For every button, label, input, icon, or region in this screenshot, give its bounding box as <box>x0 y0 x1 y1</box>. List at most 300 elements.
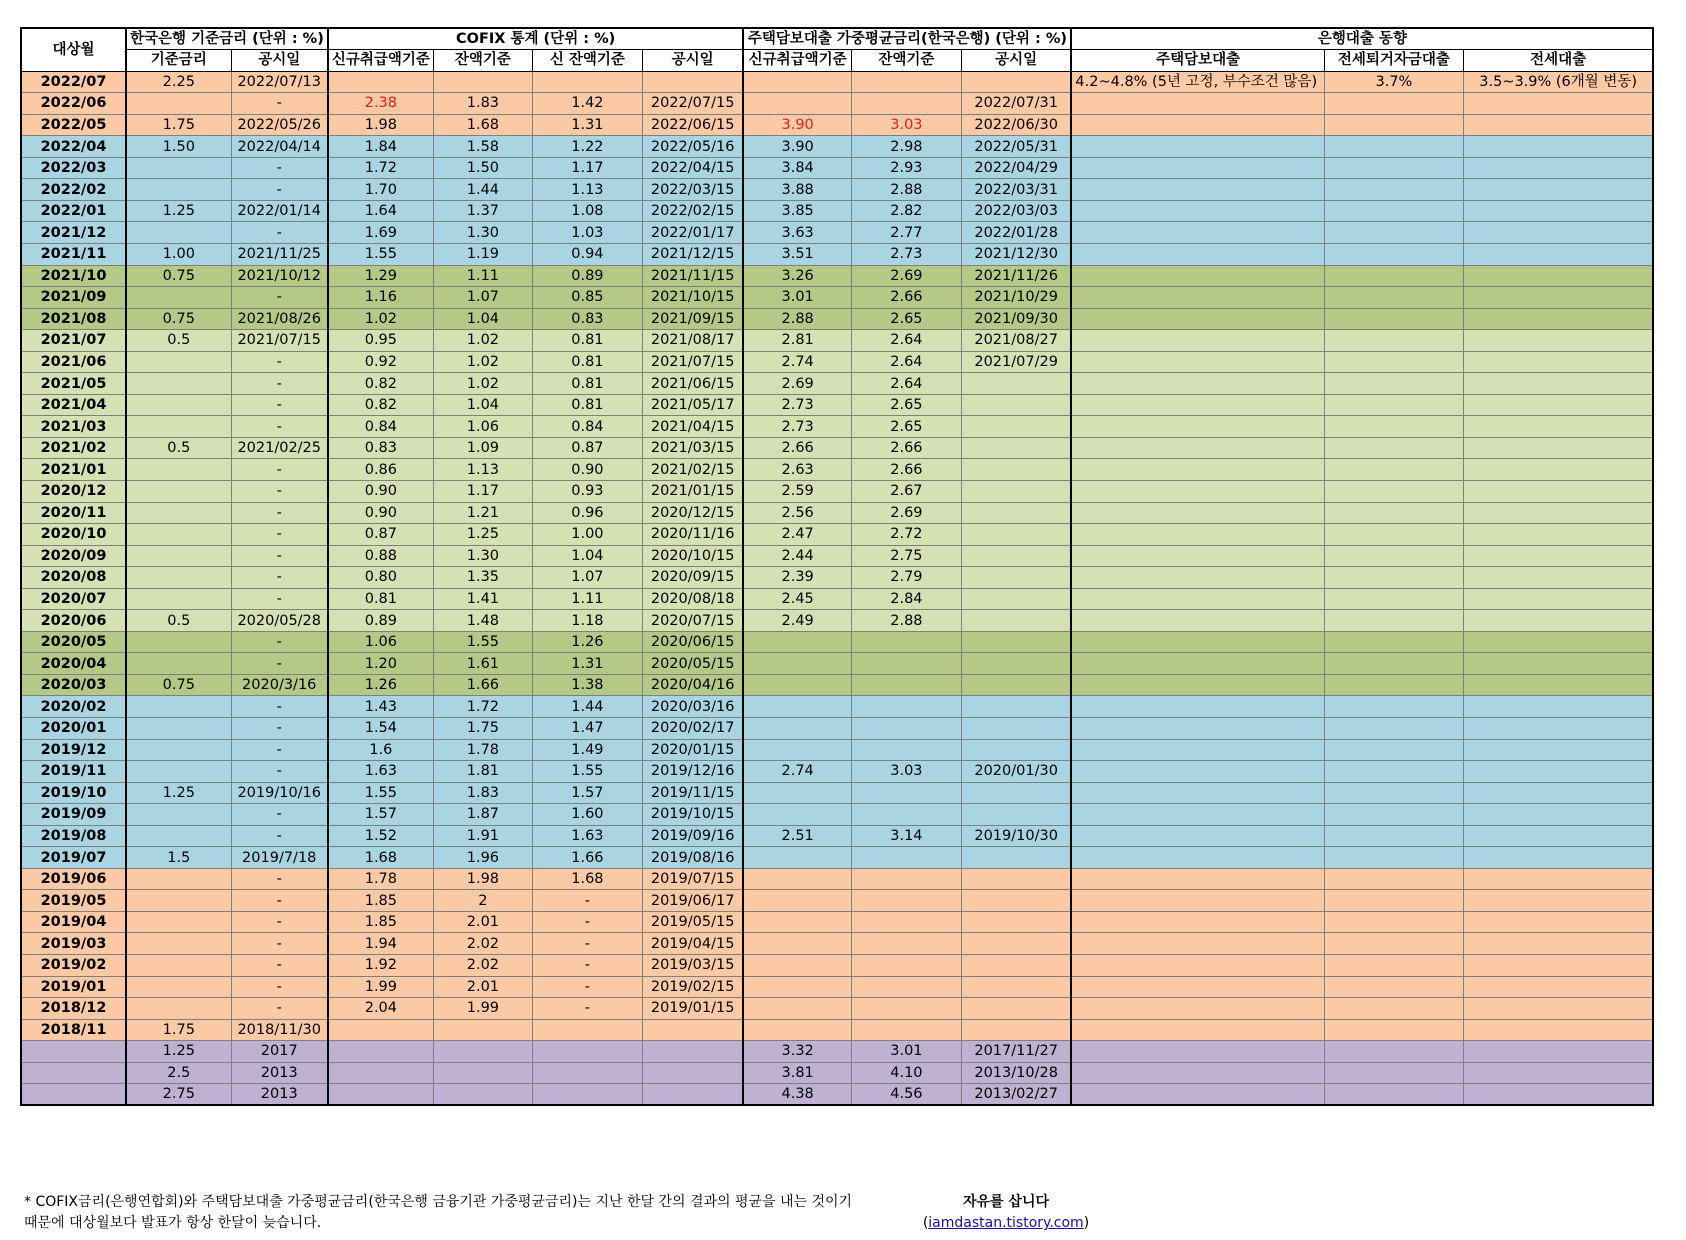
bank-moveout-cell <box>1324 868 1463 890</box>
bank-moveout-cell <box>1324 114 1463 136</box>
mortgage-new-cell: 2.44 <box>743 545 851 567</box>
cofix-balance-cell: 1.96 <box>433 847 532 869</box>
mortgage-new-cell: 2.81 <box>743 330 851 352</box>
mortgage-date-cell: 2022/07/31 <box>961 93 1071 115</box>
mortgage-new-cell <box>743 976 851 998</box>
mortgage-new-cell: 2.49 <box>743 610 851 632</box>
bank-mortgage-cell <box>1071 179 1324 201</box>
bank-jeonse-cell <box>1463 696 1653 718</box>
cofix-date-cell: 2020/01/15 <box>642 739 743 761</box>
month-cell: 2022/04 <box>21 136 126 158</box>
cofix-balance-cell: 1.13 <box>433 459 532 481</box>
cofix-new-cell: 0.87 <box>328 524 434 546</box>
bok-rate-cell <box>126 696 231 718</box>
mortgage-new-cell: 3.32 <box>743 1041 851 1063</box>
bok-rate-cell <box>126 373 231 395</box>
cofix-balance-cell: 2 <box>433 890 532 912</box>
cofix-new-balance-cell: 1.17 <box>532 157 642 179</box>
mortgage-date-cell <box>961 524 1071 546</box>
bank-mortgage-cell: 4.2~4.8% (5년 고정, 부수조건 많음) <box>1071 71 1324 93</box>
cofix-date-cell: 2021/05/17 <box>642 394 743 416</box>
bok-date-cell: - <box>231 588 328 610</box>
table-row <box>21 416 1653 438</box>
bok-date-cell: 2017 <box>231 1041 328 1063</box>
bank-mortgage-cell <box>1071 265 1324 287</box>
cofix-balance-cell: 1.41 <box>433 588 532 610</box>
cofix-new-cell: 1.72 <box>328 157 434 179</box>
mortgage-balance-cell: 2.66 <box>851 437 961 459</box>
bok-rate-cell: 1.00 <box>126 243 231 265</box>
bank-moveout-cell <box>1324 825 1463 847</box>
cofix-new-balance-cell: 1.63 <box>532 825 642 847</box>
cofix-new-cell <box>328 1084 434 1106</box>
bank-mortgage-cell <box>1071 782 1324 804</box>
cofix-new-cell: 1.70 <box>328 179 434 201</box>
cofix-balance-cell: 1.21 <box>433 502 532 524</box>
bank-mortgage-cell <box>1071 416 1324 438</box>
bok-rate-cell: 0.75 <box>126 674 231 696</box>
bank-moveout-cell <box>1324 911 1463 933</box>
bank-moveout-cell <box>1324 718 1463 740</box>
table-row <box>21 847 1653 869</box>
bok-rate-cell: 2.75 <box>126 1084 231 1106</box>
bank-jeonse-cell <box>1463 287 1653 309</box>
credit <box>916 1192 1096 1234</box>
bank-jeonse-cell <box>1463 761 1653 783</box>
month-cell <box>21 1084 126 1106</box>
mortgage-new-cell <box>743 653 851 675</box>
bank-moveout-cell <box>1324 933 1463 955</box>
mortgage-date-cell: 2021/12/30 <box>961 243 1071 265</box>
table-row <box>21 265 1653 287</box>
mortgage-date-cell <box>961 911 1071 933</box>
cofix-date-cell: 2020/03/16 <box>642 696 743 718</box>
bank-mortgage-cell <box>1071 308 1324 330</box>
cofix-date-cell: 2020/10/15 <box>642 545 743 567</box>
mortgage-new-cell: 2.59 <box>743 480 851 502</box>
bank-moveout-cell <box>1324 351 1463 373</box>
table-row <box>21 179 1653 201</box>
cofix-date-cell: 2021/03/15 <box>642 437 743 459</box>
month-cell: 2021/05 <box>21 373 126 395</box>
mortgage-date-cell: 2022/01/28 <box>961 222 1071 244</box>
bok-date-cell: - <box>231 933 328 955</box>
header-bok-rate: 기준금리 <box>126 50 231 72</box>
bank-mortgage-cell <box>1071 330 1324 352</box>
bank-jeonse-cell <box>1463 955 1653 977</box>
header-bok-date: 공시일 <box>231 50 328 72</box>
bok-rate-cell <box>126 545 231 567</box>
mortgage-date-cell: 2022/03/31 <box>961 179 1071 201</box>
cofix-new-balance-cell <box>532 71 642 93</box>
bank-jeonse-cell <box>1463 976 1653 998</box>
cofix-new-cell: 1.69 <box>328 222 434 244</box>
cofix-new-cell: 1.55 <box>328 243 434 265</box>
bank-mortgage-cell <box>1071 373 1324 395</box>
table-row <box>21 71 1653 93</box>
cofix-date-cell: 2020/04/16 <box>642 674 743 696</box>
mortgage-date-cell: 2013/10/28 <box>961 1062 1071 1084</box>
cofix-date-cell: 2021/12/15 <box>642 243 743 265</box>
bok-date-cell: - <box>231 351 328 373</box>
bok-date-cell: - <box>231 157 328 179</box>
cofix-balance-cell: 1.48 <box>433 610 532 632</box>
mortgage-date-cell: 2021/09/30 <box>961 308 1071 330</box>
cofix-balance-cell: 2.02 <box>433 955 532 977</box>
bank-jeonse-cell <box>1463 308 1653 330</box>
bank-jeonse-cell <box>1463 373 1653 395</box>
cofix-date-cell: 2021/10/15 <box>642 287 743 309</box>
month-cell: 2021/06 <box>21 351 126 373</box>
bank-jeonse-cell <box>1463 114 1653 136</box>
mortgage-balance-cell: 2.67 <box>851 480 961 502</box>
mortgage-balance-cell <box>851 674 961 696</box>
cofix-new-cell: 1.85 <box>328 890 434 912</box>
cofix-new-balance-cell: 1.07 <box>532 567 642 589</box>
bank-jeonse-cell <box>1463 998 1653 1020</box>
month-cell <box>21 1041 126 1063</box>
cofix-date-cell: 2022/05/16 <box>642 136 743 158</box>
table-row <box>21 567 1653 589</box>
bank-mortgage-cell <box>1071 890 1324 912</box>
month-cell: 2019/08 <box>21 825 126 847</box>
month-cell: 2019/10 <box>21 782 126 804</box>
cofix-new-balance-cell: 1.00 <box>532 524 642 546</box>
cofix-date-cell <box>642 1084 743 1106</box>
bok-rate-cell: 0.5 <box>126 610 231 632</box>
bank-jeonse-cell <box>1463 610 1653 632</box>
bank-jeonse-cell <box>1463 136 1653 158</box>
blog-link[interactable]: iamdastan.tistory.com <box>928 1215 1084 1231</box>
table-row <box>21 308 1653 330</box>
mortgage-date-cell <box>961 976 1071 998</box>
header-mortgage-group: 주택담보대출 가중평균금리(한국은행) (단위 : %) <box>743 28 1071 50</box>
bok-rate-cell: 1.50 <box>126 136 231 158</box>
month-cell: 2022/02 <box>21 179 126 201</box>
bank-moveout-cell <box>1324 373 1463 395</box>
cofix-new-balance-cell <box>532 1084 642 1106</box>
mortgage-balance-cell: 2.64 <box>851 373 961 395</box>
cofix-new-balance-cell <box>532 1019 642 1041</box>
bank-mortgage-cell <box>1071 394 1324 416</box>
bank-jeonse-cell <box>1463 459 1653 481</box>
bank-moveout-cell <box>1324 459 1463 481</box>
cofix-new-cell: 0.84 <box>328 416 434 438</box>
bok-rate-cell <box>126 955 231 977</box>
cofix-new-balance-cell <box>532 1041 642 1063</box>
bok-date-cell: 2022/07/13 <box>231 71 328 93</box>
bank-jeonse-cell <box>1463 502 1653 524</box>
cofix-balance-cell: 1.83 <box>433 782 532 804</box>
cofix-new-cell <box>328 1062 434 1084</box>
bank-moveout-cell <box>1324 545 1463 567</box>
table-row <box>21 243 1653 265</box>
cofix-balance-cell: 1.04 <box>433 308 532 330</box>
bank-mortgage-cell <box>1071 976 1324 998</box>
bok-date-cell: 2020/05/28 <box>231 610 328 632</box>
mortgage-balance-cell <box>851 955 961 977</box>
header-cofix-balance: 잔액기준 <box>433 50 532 72</box>
cofix-new-cell: 1.54 <box>328 718 434 740</box>
credit-close-paren: ) <box>1083 1215 1090 1231</box>
mortgage-date-cell <box>961 373 1071 395</box>
bank-mortgage-cell <box>1071 200 1324 222</box>
month-cell: 2021/11 <box>21 243 126 265</box>
bank-mortgage-cell <box>1071 674 1324 696</box>
mortgage-balance-cell <box>851 804 961 826</box>
bok-date-cell: 2013 <box>231 1084 328 1106</box>
bank-moveout-cell <box>1324 179 1463 201</box>
cofix-balance-cell <box>433 1041 532 1063</box>
cofix-date-cell: 2020/05/15 <box>642 653 743 675</box>
bok-rate-cell <box>126 287 231 309</box>
cofix-balance-cell <box>433 1019 532 1041</box>
bank-mortgage-cell <box>1071 761 1324 783</box>
cofix-new-balance-cell: 1.04 <box>532 545 642 567</box>
bank-moveout-cell <box>1324 416 1463 438</box>
mortgage-new-cell: 2.74 <box>743 761 851 783</box>
bank-jeonse-cell <box>1463 847 1653 869</box>
bank-mortgage-cell <box>1071 1084 1324 1106</box>
mortgage-date-cell <box>961 868 1071 890</box>
cofix-balance-cell: 1.99 <box>433 998 532 1020</box>
cofix-balance-cell: 2.01 <box>433 911 532 933</box>
bok-rate-cell <box>126 222 231 244</box>
bank-mortgage-cell <box>1071 480 1324 502</box>
cofix-balance-cell: 1.02 <box>433 351 532 373</box>
cofix-new-cell: 1.68 <box>328 847 434 869</box>
bank-jeonse-cell: 3.5~3.9% (6개월 변동) <box>1463 71 1653 93</box>
table-row <box>21 136 1653 158</box>
table-row <box>21 1041 1653 1063</box>
bok-rate-cell: 1.25 <box>126 1041 231 1063</box>
mortgage-date-cell: 2020/01/30 <box>961 761 1071 783</box>
mortgage-date-cell: 2013/02/27 <box>961 1084 1071 1106</box>
month-cell: 2022/01 <box>21 200 126 222</box>
table-row <box>21 631 1653 653</box>
bank-jeonse-cell <box>1463 631 1653 653</box>
bok-rate-cell <box>126 890 231 912</box>
mortgage-date-cell <box>961 459 1071 481</box>
bank-jeonse-cell <box>1463 1062 1653 1084</box>
bank-mortgage-cell <box>1071 524 1324 546</box>
cofix-new-cell: 2.04 <box>328 998 434 1020</box>
bank-moveout-cell <box>1324 739 1463 761</box>
cofix-new-balance-cell: 1.18 <box>532 610 642 632</box>
bok-date-cell: 2013 <box>231 1062 328 1084</box>
bank-moveout-cell <box>1324 394 1463 416</box>
mortgage-balance-cell: 2.65 <box>851 394 961 416</box>
cofix-new-balance-cell: 1.66 <box>532 847 642 869</box>
month-cell: 2019/06 <box>21 868 126 890</box>
cofix-new-cell: 1.16 <box>328 287 434 309</box>
table-row <box>21 911 1653 933</box>
mortgage-new-cell: 2.51 <box>743 825 851 847</box>
cofix-balance-cell: 1.68 <box>433 114 532 136</box>
table-row <box>21 222 1653 244</box>
mortgage-date-cell <box>961 610 1071 632</box>
cofix-date-cell: 2021/04/15 <box>642 416 743 438</box>
cofix-new-balance-cell: 0.93 <box>532 480 642 502</box>
cofix-new-balance-cell: 1.11 <box>532 588 642 610</box>
cofix-date-cell <box>642 1019 743 1041</box>
bok-date-cell: - <box>231 287 328 309</box>
mortgage-balance-cell: 2.77 <box>851 222 961 244</box>
bank-moveout-cell <box>1324 610 1463 632</box>
table-row <box>21 524 1653 546</box>
bok-date-cell: 2021/07/15 <box>231 330 328 352</box>
month-cell: 2022/07 <box>21 71 126 93</box>
month-cell: 2018/12 <box>21 998 126 1020</box>
cofix-new-balance-cell: 1.60 <box>532 804 642 826</box>
header-cofix-new-balance: 신 잔액기준 <box>532 50 642 72</box>
mortgage-date-cell <box>961 782 1071 804</box>
cofix-new-cell: 1.98 <box>328 114 434 136</box>
month-cell: 2021/08 <box>21 308 126 330</box>
bok-date-cell: - <box>231 631 328 653</box>
cofix-new-cell <box>328 1041 434 1063</box>
cofix-date-cell: 2022/03/15 <box>642 179 743 201</box>
footnote <box>24 1192 924 1234</box>
cofix-balance-cell: 2.01 <box>433 976 532 998</box>
cofix-new-balance-cell: 0.81 <box>532 394 642 416</box>
bank-jeonse-cell <box>1463 243 1653 265</box>
bank-moveout-cell <box>1324 653 1463 675</box>
cofix-date-cell <box>642 1041 743 1063</box>
cofix-date-cell: 2019/09/16 <box>642 825 743 847</box>
mortgage-date-cell: 2022/05/31 <box>961 136 1071 158</box>
bank-jeonse-cell <box>1463 265 1653 287</box>
bank-moveout-cell <box>1324 1019 1463 1041</box>
cofix-balance-cell: 1.72 <box>433 696 532 718</box>
mortgage-date-cell <box>961 804 1071 826</box>
mortgage-balance-cell: 2.69 <box>851 265 961 287</box>
bank-moveout-cell <box>1324 502 1463 524</box>
table-row <box>21 718 1653 740</box>
mortgage-balance-cell: 4.10 <box>851 1062 961 1084</box>
bank-mortgage-cell <box>1071 567 1324 589</box>
cofix-new-cell: 1.6 <box>328 739 434 761</box>
table-row <box>21 287 1653 309</box>
table-row <box>21 114 1653 136</box>
cofix-balance-cell: 1.78 <box>433 739 532 761</box>
cofix-balance-cell <box>433 1084 532 1106</box>
cofix-new-cell: 1.63 <box>328 761 434 783</box>
mortgage-new-cell <box>743 631 851 653</box>
mortgage-balance-cell: 2.88 <box>851 179 961 201</box>
mortgage-date-cell: 2019/10/30 <box>961 825 1071 847</box>
mortgage-balance-cell <box>851 718 961 740</box>
cofix-new-balance-cell: 1.22 <box>532 136 642 158</box>
mortgage-balance-cell: 2.73 <box>851 243 961 265</box>
table-row <box>21 955 1653 977</box>
mortgage-new-cell: 2.45 <box>743 588 851 610</box>
bok-date-cell: - <box>231 416 328 438</box>
table-row <box>21 825 1653 847</box>
mortgage-balance-cell <box>851 868 961 890</box>
bok-rate-cell <box>126 911 231 933</box>
mortgage-new-cell: 2.88 <box>743 308 851 330</box>
bank-moveout-cell <box>1324 243 1463 265</box>
mortgage-balance-cell: 3.01 <box>851 1041 961 1063</box>
bank-mortgage-cell <box>1071 847 1324 869</box>
bok-date-cell: 2021/08/26 <box>231 308 328 330</box>
cofix-date-cell: 2021/09/15 <box>642 308 743 330</box>
mortgage-new-cell: 2.66 <box>743 437 851 459</box>
bok-date-cell: 2022/04/14 <box>231 136 328 158</box>
cofix-date-cell: 2022/06/15 <box>642 114 743 136</box>
mortgage-new-cell <box>743 674 851 696</box>
bok-rate-cell <box>126 502 231 524</box>
cofix-new-cell: 0.81 <box>328 588 434 610</box>
cofix-new-cell: 1.29 <box>328 265 434 287</box>
bank-moveout-cell <box>1324 136 1463 158</box>
mortgage-new-cell: 2.56 <box>743 502 851 524</box>
bank-mortgage-cell <box>1071 998 1324 1020</box>
bank-moveout-cell <box>1324 631 1463 653</box>
cofix-date-cell: 2022/04/15 <box>642 157 743 179</box>
header-cofix-group: COFIX 통계 (단위 : %) <box>328 28 744 50</box>
month-cell: 2021/02 <box>21 437 126 459</box>
mortgage-new-cell <box>743 868 851 890</box>
cofix-new-cell: 1.26 <box>328 674 434 696</box>
bok-date-cell: - <box>231 825 328 847</box>
cofix-balance-cell: 1.06 <box>433 416 532 438</box>
table-row <box>21 696 1653 718</box>
mortgage-balance-cell: 2.88 <box>851 610 961 632</box>
cofix-new-cell: 1.57 <box>328 804 434 826</box>
bok-rate-cell <box>126 567 231 589</box>
month-cell: 2020/04 <box>21 653 126 675</box>
cofix-date-cell: 2021/01/15 <box>642 480 743 502</box>
mortgage-date-cell: 2017/11/27 <box>961 1041 1071 1063</box>
bank-jeonse-cell <box>1463 437 1653 459</box>
bok-rate-cell <box>126 588 231 610</box>
cofix-balance-cell: 1.07 <box>433 287 532 309</box>
bok-rate-cell <box>126 157 231 179</box>
cofix-date-cell: 2019/11/15 <box>642 782 743 804</box>
cofix-new-cell: 1.52 <box>328 825 434 847</box>
month-cell: 2022/03 <box>21 157 126 179</box>
bank-jeonse-cell <box>1463 567 1653 589</box>
table-row <box>21 782 1653 804</box>
cofix-balance-cell: 1.19 <box>433 243 532 265</box>
bok-date-cell: 2019/7/18 <box>231 847 328 869</box>
table-row <box>21 459 1653 481</box>
mortgage-new-cell: 3.85 <box>743 200 851 222</box>
mortgage-balance-cell <box>851 890 961 912</box>
cofix-new-balance-cell: 1.47 <box>532 718 642 740</box>
cofix-new-cell: 1.02 <box>328 308 434 330</box>
bank-mortgage-cell <box>1071 157 1324 179</box>
mortgage-balance-cell: 2.79 <box>851 567 961 589</box>
table-row <box>21 437 1653 459</box>
bank-mortgage-cell <box>1071 459 1324 481</box>
cofix-balance-cell: 1.83 <box>433 93 532 115</box>
cofix-date-cell: 2019/02/15 <box>642 976 743 998</box>
bok-rate-cell: 1.25 <box>126 782 231 804</box>
mortgage-new-cell <box>743 739 851 761</box>
bank-mortgage-cell <box>1071 696 1324 718</box>
cofix-date-cell: 2020/08/18 <box>642 588 743 610</box>
bank-mortgage-cell <box>1071 136 1324 158</box>
bank-mortgage-cell <box>1071 114 1324 136</box>
mortgage-balance-cell <box>851 782 961 804</box>
bok-rate-cell: 0.5 <box>126 330 231 352</box>
cofix-new-balance-cell: 0.84 <box>532 416 642 438</box>
cofix-balance-cell: 1.04 <box>433 394 532 416</box>
bok-rate-cell <box>126 394 231 416</box>
